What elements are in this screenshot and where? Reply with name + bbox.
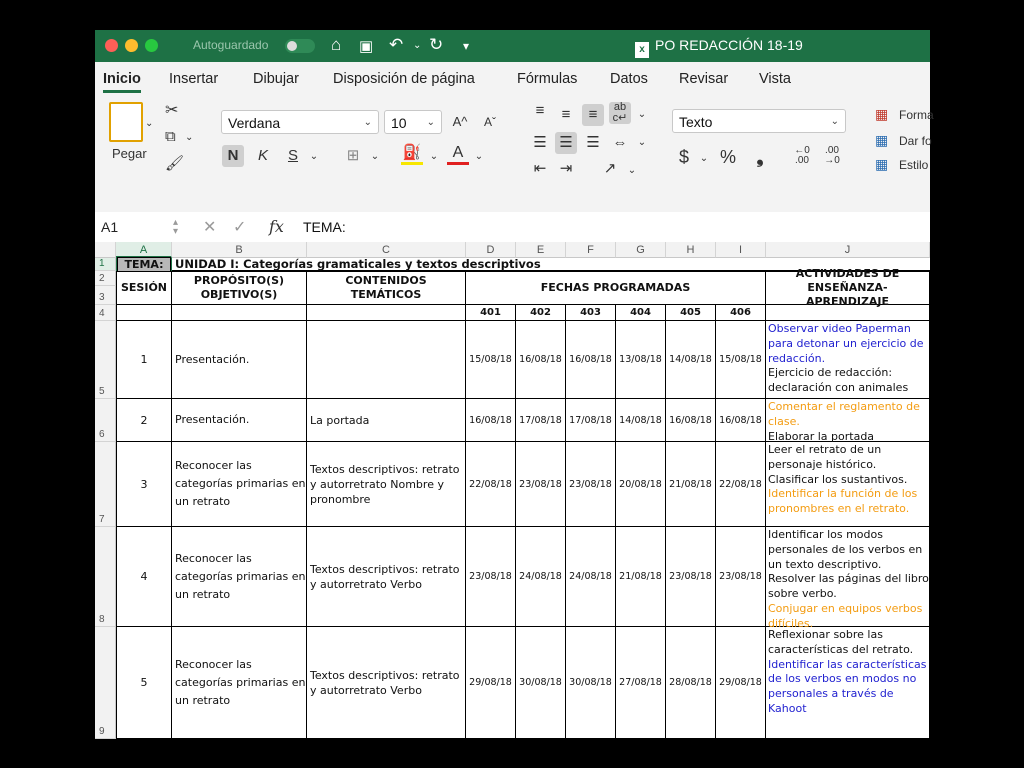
session-date-401[interactable]: 29/08/18 — [466, 627, 516, 739]
thousands-button[interactable]: ❟ — [756, 147, 764, 167]
session-number[interactable]: 1 — [116, 321, 172, 399]
group-header-404[interactable]: 404 — [616, 305, 666, 321]
borders-icon[interactable]: ⊞ — [346, 147, 360, 164]
group-header-401[interactable]: 401 — [466, 305, 516, 321]
undo-icon[interactable]: ↶ — [389, 35, 404, 54]
orientation-dropdown-icon[interactable]: ⌄ — [627, 165, 637, 176]
session-date-401[interactable]: 23/08/18 — [466, 527, 516, 627]
bold-button[interactable]: N — [222, 145, 244, 167]
align-left-icon[interactable]: ☰ — [533, 134, 547, 151]
group-header-406[interactable]: 406 — [716, 305, 766, 321]
row-header-1[interactable] — [95, 258, 116, 271]
activity-line: Leer el retrato de un personaje histórico. — [768, 443, 882, 471]
save-icon[interactable]: ▣ — [359, 38, 374, 55]
select-all-corner[interactable] — [95, 242, 116, 258]
session-date-406[interactable]: 23/08/18 — [716, 527, 766, 627]
font-color-dropdown-icon[interactable]: ⌄ — [474, 151, 484, 162]
increase-font-icon[interactable]: A^ — [452, 114, 468, 129]
session-date-402[interactable]: 23/08/18 — [516, 442, 566, 527]
group-header-402[interactable]: 402 — [516, 305, 566, 321]
activity-line: Ejercicio de redacción: declaración con animales — [768, 366, 909, 395]
cell-styles-label[interactable]: Estilo — [899, 158, 929, 172]
session-date-403[interactable]: 30/08/18 — [566, 627, 616, 739]
session-date-402[interactable]: 30/08/18 — [516, 627, 566, 739]
spreadsheet-grid[interactable] — [95, 242, 930, 738]
session-date-403[interactable]: 24/08/18 — [566, 527, 616, 627]
session-contenidos[interactable]: Textos descriptivos: retrato y autorretrato Verbo — [307, 527, 466, 627]
row-number: 7 — [99, 514, 105, 525]
header-fechas-programadas[interactable]: FECHAS PROGRAMADAS — [466, 271, 766, 305]
font-size-value: 10 — [391, 115, 407, 131]
session-date-404[interactable]: 21/08/18 — [616, 527, 666, 627]
row-header-4[interactable] — [95, 305, 116, 321]
underline-dropdown-icon[interactable]: ⌄ — [309, 151, 319, 162]
session-activities[interactable] — [766, 321, 930, 399]
copy-icon[interactable]: ⧉ — [165, 128, 176, 145]
number-format-value: Texto — [679, 114, 713, 130]
session-proposito[interactable]: Presentación. — [172, 399, 307, 442]
row-number: 3 — [99, 292, 105, 303]
document-title-text: PO REDACCIÓN 18-19 — [655, 37, 803, 53]
tab-formulas[interactable]: Fórmulas — [517, 71, 578, 87]
align-center-icon[interactable]: ☰ — [555, 132, 577, 154]
tab-dibujar[interactable]: Dibujar — [253, 71, 299, 87]
row-number: 1 — [99, 258, 105, 269]
customize-toolbar-icon[interactable]: ▾ — [463, 39, 470, 53]
session-number[interactable]: 3 — [116, 442, 172, 527]
home-icon[interactable]: ⌂ — [331, 35, 342, 54]
cut-icon[interactable]: ✂ — [165, 102, 179, 119]
row-number: 9 — [99, 726, 105, 737]
row-number: 5 — [99, 386, 105, 397]
conditional-format-icon[interactable]: ▦ — [875, 106, 889, 122]
align-middle-icon[interactable]: ≡ — [561, 106, 571, 123]
column-header-h[interactable]: H — [666, 242, 716, 258]
group-row-empty-cell[interactable] — [172, 305, 307, 321]
session-date-406[interactable]: 22/08/18 — [716, 442, 766, 527]
column-header-e[interactable]: E — [516, 242, 566, 258]
insert-function-icon[interactable]: fx — [269, 217, 284, 236]
column-header-j[interactable]: J — [766, 242, 930, 258]
session-number[interactable]: 2 — [116, 399, 172, 442]
session-number[interactable]: 4 — [116, 527, 172, 627]
italic-button[interactable]: K — [257, 147, 268, 164]
header-proposito[interactable]: PROPÓSITO(S) OBJETIVO(S) — [172, 271, 307, 305]
format-as-table-icon[interactable]: ▦ — [875, 132, 889, 148]
session-proposito[interactable]: Presentación. — [172, 321, 307, 399]
session-date-406[interactable]: 15/08/18 — [716, 321, 766, 399]
excel-file-icon: x — [635, 42, 649, 58]
session-contenidos[interactable] — [307, 321, 466, 399]
activity-line: Comentar el reglamento de clase. — [768, 400, 920, 428]
session-date-401[interactable]: 22/08/18 — [466, 442, 516, 527]
wrap-text-dropdown-icon[interactable]: ⌄ — [637, 109, 647, 120]
underline-button[interactable]: S — [287, 147, 298, 164]
row-header-5[interactable] — [95, 321, 116, 399]
confirm-icon[interactable]: ✓ — [233, 219, 247, 236]
cell-a1-tema-label[interactable] — [116, 258, 172, 271]
conditional-format-label[interactable]: Forma — [899, 108, 934, 122]
tab-datos[interactable]: Datos — [610, 71, 648, 87]
row-header-6[interactable] — [95, 399, 116, 442]
session-date-403[interactable]: 23/08/18 — [566, 442, 616, 527]
session-date-405[interactable]: 21/08/18 — [666, 442, 716, 527]
merge-center-icon[interactable]: ⇔ — [612, 134, 628, 151]
session-activities[interactable] — [766, 627, 930, 739]
autosave-label: Autoguardado — [193, 38, 269, 52]
borders-dropdown-icon[interactable]: ⌄ — [370, 151, 380, 162]
session-date-403[interactable]: 17/08/18 — [566, 399, 616, 442]
decrease-font-icon[interactable]: Aˇ — [484, 115, 496, 129]
row-number: 4 — [99, 308, 105, 319]
document-title — [635, 37, 803, 58]
column-header-g[interactable]: G — [616, 242, 666, 258]
activity-line: Elaborar la portada — [768, 429, 875, 443]
format-painter-icon[interactable]: 🖌 — [165, 155, 185, 172]
session-contenidos[interactable]: La portada — [307, 399, 466, 442]
tema-label-text: TEMA: — [117, 257, 170, 272]
font-name-value: Verdana — [228, 115, 281, 131]
group-header-403[interactable]: 403 — [566, 305, 616, 321]
fill-color-icon[interactable]: ⛽ — [401, 144, 423, 165]
session-date-406[interactable]: 16/08/18 — [716, 399, 766, 442]
session-date-401[interactable]: 16/08/18 — [466, 399, 516, 442]
activity-line: Identificar las características de los verbos en modos no personales a través de Kahoot — [768, 657, 927, 715]
session-proposito[interactable]: Reconocer las categorías primarias en un retrato — [172, 627, 307, 739]
paste-dropdown-icon[interactable]: ⌄ — [145, 118, 154, 129]
autosave-toggle[interactable] — [285, 39, 315, 53]
column-header-b[interactable]: B — [172, 242, 307, 258]
formula-bar — [95, 212, 930, 243]
group-row-empty-cell[interactable] — [766, 305, 930, 321]
chevron-down-icon: ⌄ — [426, 117, 435, 128]
tab-insertar[interactable]: Insertar — [169, 71, 219, 87]
currency-dropdown-icon[interactable]: ⌄ — [699, 153, 709, 164]
row-header-7[interactable] — [95, 442, 116, 527]
header-contenidos[interactable]: CONTENIDOS TEMÁTICOS — [307, 271, 466, 305]
session-date-402[interactable]: 16/08/18 — [516, 321, 566, 399]
group-row-empty-cell[interactable] — [116, 305, 172, 321]
formula-input[interactable]: TEMA: — [303, 219, 346, 235]
row-number: 2 — [99, 273, 105, 284]
session-date-405[interactable]: 16/08/18 — [666, 399, 716, 442]
increase-decimal-icon[interactable]: ←0 .00 — [794, 145, 810, 166]
tab-revisar[interactable]: Revisar — [679, 71, 729, 87]
merge-dropdown-icon[interactable]: ⌄ — [637, 137, 647, 148]
row-number: 6 — [99, 429, 105, 440]
chevron-down-icon: ⌄ — [830, 116, 839, 127]
session-date-403[interactable]: 16/08/18 — [566, 321, 616, 399]
session-date-402[interactable]: 24/08/18 — [516, 527, 566, 627]
activity-line: Conjugar en equipos verbos difíciles. — [768, 601, 923, 630]
row-number: 8 — [99, 614, 105, 625]
decrease-indent-icon[interactable]: ⇤ — [533, 160, 547, 177]
align-top-icon[interactable]: ≡ — [535, 102, 545, 119]
group-row-empty-cell[interactable] — [307, 305, 466, 321]
session-contenidos[interactable]: Textos descriptivos: retrato y autorretrato Verbo — [307, 627, 466, 739]
session-date-405[interactable]: 23/08/18 — [666, 527, 716, 627]
header-actividades[interactable]: ACTIVIDADES DE ENSEÑANZA-APRENDIZAJE — [766, 271, 930, 305]
row-header-8[interactable] — [95, 527, 116, 627]
title-bar — [95, 30, 930, 62]
paste-icon[interactable] — [109, 102, 143, 142]
session-contenidos[interactable]: Textos descriptivos: retrato y autorretrato Nombre y pronombre — [307, 442, 466, 527]
activity-line: Identificar la función de los pronombres en el retrato. — [768, 487, 918, 516]
copy-dropdown-icon[interactable]: ⌄ — [185, 132, 194, 143]
ribbon-toolbar — [95, 94, 934, 213]
tab-inicio[interactable]: Inicio — [103, 71, 141, 87]
name-box-stepper-icon[interactable]: ▴ ▾ — [173, 217, 179, 237]
column-header-f[interactable]: F — [566, 242, 616, 258]
activity-line: Resolver las páginas del libro sobre verbo. — [768, 572, 929, 601]
ribbon-tabs — [95, 62, 930, 94]
font-name-select[interactable] — [221, 110, 379, 134]
format-as-table-label[interactable]: Dar fo — [899, 134, 932, 148]
minimize-window-button[interactable] — [125, 39, 138, 52]
close-window-button[interactable] — [105, 39, 118, 52]
session-date-404[interactable]: 27/08/18 — [616, 627, 666, 739]
currency-button[interactable]: $ — [678, 147, 689, 167]
align-right-icon[interactable]: ☰ — [586, 134, 600, 151]
paste-label[interactable]: Pegar — [112, 146, 147, 161]
session-date-404[interactable]: 20/08/18 — [616, 442, 666, 527]
header-sesion[interactable]: SESIÓN — [116, 271, 172, 305]
session-number[interactable]: 5 — [116, 627, 172, 739]
activity-line: Observar video Paperman para detonar un ejercicio de redacción. — [768, 322, 924, 365]
session-date-405[interactable]: 14/08/18 — [666, 321, 716, 399]
cell-styles-icon[interactable]: ▦ — [875, 156, 889, 172]
activity-line: Reflexionar sobre las características del retrato. — [768, 628, 914, 656]
font-color-icon[interactable]: A — [447, 144, 469, 165]
row-header-2[interactable] — [95, 271, 116, 286]
undo-dropdown-icon[interactable]: ⌄ — [413, 40, 422, 51]
column-header-c[interactable]: C — [307, 242, 466, 258]
row-header-9[interactable] — [95, 627, 116, 739]
session-proposito[interactable]: Reconocer las categorías primarias en un retrato — [172, 442, 307, 527]
session-date-401[interactable]: 15/08/18 — [466, 321, 516, 399]
cancel-icon[interactable]: ✕ — [203, 219, 217, 236]
session-date-405[interactable]: 28/08/18 — [666, 627, 716, 739]
decrease-decimal-icon[interactable]: .00 →0 — [824, 145, 840, 166]
session-date-406[interactable]: 29/08/18 — [716, 627, 766, 739]
session-date-404[interactable]: 13/08/18 — [616, 321, 666, 399]
tab-vista[interactable]: Vista — [759, 71, 791, 87]
tab-disposicion[interactable]: Disposición de página — [333, 71, 475, 87]
session-activities[interactable] — [766, 527, 930, 630]
activity-line: Clasificar los sustantivos. — [768, 472, 908, 486]
font-size-select[interactable] — [384, 110, 442, 134]
increase-indent-icon[interactable]: ⇥ — [559, 160, 573, 177]
column-header-d[interactable]: D — [466, 242, 516, 258]
redo-icon[interactable]: ↻ — [429, 35, 444, 54]
number-format-select[interactable] — [672, 109, 846, 133]
row-header-3[interactable] — [95, 286, 116, 305]
column-header-i[interactable]: I — [716, 242, 766, 258]
excel-window — [95, 30, 934, 738]
cell-b1-tema-value[interactable]: UNIDAD I: Categorías gramaticales y textos descriptivos — [172, 258, 930, 271]
session-activities[interactable] — [766, 442, 930, 527]
group-header-405[interactable]: 405 — [666, 305, 716, 321]
chevron-down-icon: ⌄ — [363, 117, 372, 128]
session-activities[interactable] — [766, 399, 930, 442]
fill-color-dropdown-icon[interactable]: ⌄ — [429, 151, 439, 162]
session-date-404[interactable]: 14/08/18 — [616, 399, 666, 442]
percent-button[interactable]: % — [719, 147, 736, 167]
wrap-text-icon[interactable]: ab c↵ — [609, 102, 631, 124]
name-box[interactable]: A1 — [101, 219, 119, 235]
align-bottom-icon[interactable]: ≡ — [582, 104, 604, 126]
activity-line: Identificar los modos personales de los verbos en un texto descriptivo. — [768, 528, 923, 571]
session-date-402[interactable]: 17/08/18 — [516, 399, 566, 442]
session-proposito[interactable]: Reconocer las categorías primarias en un retrato — [172, 527, 307, 627]
zoom-window-button[interactable] — [145, 39, 158, 52]
column-header-a[interactable]: A — [116, 242, 172, 258]
orientation-icon[interactable]: ↗ — [603, 160, 617, 177]
